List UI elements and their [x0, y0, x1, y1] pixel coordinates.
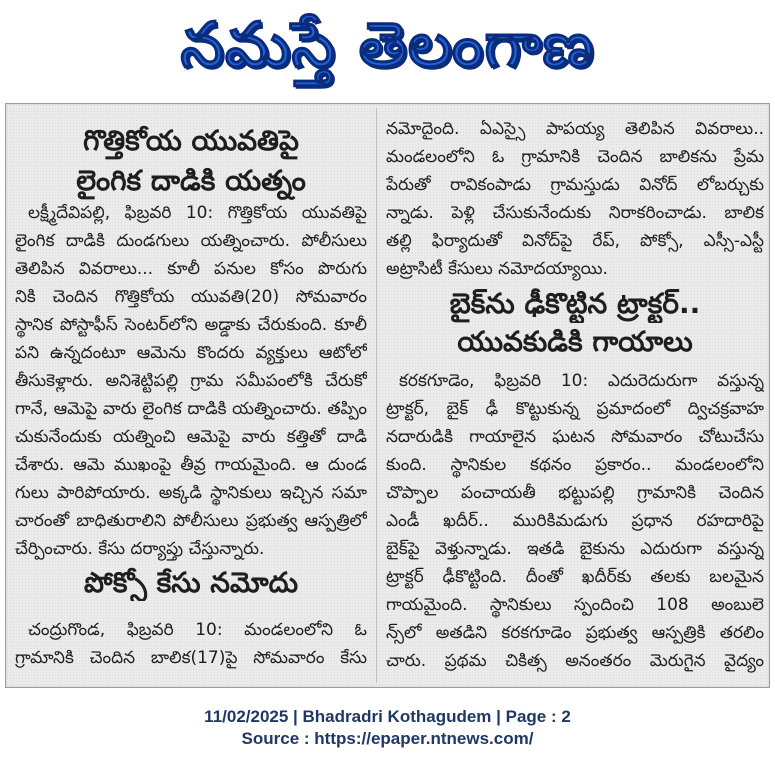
- left-column: [15, 104, 367, 687]
- assault-story-headline: [15, 121, 367, 201]
- body-line: గ్రామానికి చెందిన బాలిక(17)పై సోమవారం కేసు: [15, 648, 367, 668]
- body-line: చొప్పాల పంచాయతీ భట్టుపల్లి గ్రామానికి చెందిన: [386, 483, 764, 503]
- body-line: గానే, ఆమెపై వారు లైంగిక దాడికి యత్నించారు. తప్పిం: [15, 399, 367, 419]
- body-line: న్నాడు. పెళ్లి చేసుకునేందుకు నిరాకరించాడు. బాలిక: [386, 203, 764, 223]
- column-divider: [376, 108, 377, 683]
- body-line: నదారుడికి గాయాలైన ఘటన సోమవారం చోటుచేసు: [386, 427, 764, 447]
- accident-story-body: [386, 367, 764, 675]
- body-line: కరకగూడెం, ఫిబ్రవరి 10: ఎదురెదురుగా వస్తున్న: [399, 371, 764, 391]
- body-line: చేశారు. ఆమె ముఖంపై తీవ్ర గాయమైంది. ఆ దుండ: [15, 455, 367, 475]
- pocso-story-continued: [386, 115, 764, 283]
- body-line: తీసుకెళ్లారు. అనిశెట్టిపల్లి గ్రామ సమీపంలోకి చేరుకో: [15, 371, 367, 391]
- body-line: ట్రాక్టర్, బైక్ ఢీ కొట్టుకున్న ప్రమాదంలో ద్విచక్రవాహ: [386, 399, 764, 419]
- edition-info: 11/02/2025 | Bhadradri Kothagudem | Page : 2: [204, 707, 571, 726]
- headline-line: యువకుడికి గాయాలు: [457, 325, 693, 358]
- body-line: పేరుతో రావికంపాడు గ్రామస్తుడు వినోద్ లోబర్చుకు: [386, 175, 764, 195]
- masthead-logo: నమస్తే తెలంగాణ: [180, 8, 595, 81]
- accident-story-headline: [386, 285, 764, 361]
- body-line: గాయమైంది. స్థానికులు స్పందించి 108 అంబులె: [386, 595, 764, 615]
- body-line: చుకునేందుకు యత్నించి ఆమెపై వారు కత్తితో దాడి: [15, 427, 367, 447]
- body-line: చంద్రుగొండ, ఫిబ్రవరి 10: మండలంలోని ఓ: [28, 620, 367, 640]
- headline-line: లైంగిక దాడికి యత్నం: [76, 164, 306, 197]
- body-line: పని ఉన్నదంటూ ఆమెను కొందరు వ్యక్తులు ఆటోలో: [15, 343, 367, 363]
- body-line: నికి చెందిన గొత్తికోయ యువతి(20) సోమవారం: [15, 287, 367, 307]
- body-line: చారంతో బాధితురాలిని పోలీసులు ప్రభుత్వ ఆస్పత్రిలో: [15, 511, 367, 531]
- pocso-story-headline: [15, 565, 367, 601]
- body-line: నమోదైంది. ఏఎస్సై పాపయ్య తెలిపిన వివరాలు..: [386, 119, 764, 139]
- assault-story-body: [15, 199, 367, 563]
- body-line: తల్లి ఫిర్యాదుతో వినోద్‌పై రేప్, పోక్సో, ఎస్సీ-ఎస్టీ: [386, 231, 764, 251]
- pocso-story-body: [15, 616, 367, 672]
- body-line: లక్ష్మీదేవిపల్లి, ఫిబ్రవరి 10: గొత్తికోయ యువతిపై: [28, 203, 367, 223]
- body-line: లైంగిక దాడికి దుండగులు యత్నించారు. పోలీసులు: [15, 231, 367, 251]
- body-line: తెలిపిన వివరాలు... కూలీ పనుల కోసం పొరుగు: [15, 259, 367, 279]
- body-line: గులు పారిపోయారు. అక్కడి స్థానికులు ఇచ్చిన సమా: [15, 483, 367, 503]
- body-line: ఎండీ ఖదీర్.. మురికిమడుగు ప్రధాన రహదారిపై: [386, 511, 764, 531]
- footer: [0, 706, 775, 750]
- right-column: [386, 104, 764, 687]
- headline-line: గొత్తికోయ యువతిపై: [83, 124, 299, 157]
- body-line: న్స్‌లో అతడిని కరకగూడెం ప్రభుత్వ ఆస్పత్రికి తరలిం: [386, 623, 764, 643]
- body-line: చేర్పించారు. కేసు దర్యాప్తు చేస్తున్నారు.: [15, 539, 265, 559]
- body-line: అట్రాసిటీ కేసులు నమోదయ్యాయి.: [386, 259, 608, 279]
- headline-line: పోక్సో కేసు నమోదు: [83, 566, 299, 599]
- body-line: మండలంలోని ఓ గ్రామానికి చెందిన బాలికను ప్రేమ: [386, 147, 764, 167]
- body-line: బైక్‌పై వెళ్తున్నాడు. ఇతడి బైకును ఎదురుగా వస్తున్న: [386, 539, 764, 559]
- source-url: Source : https://epaper.ntnews.com/: [241, 729, 534, 748]
- body-line: స్థానిక పోస్టాఫీస్ సెంటర్‌లోని అడ్డాకు చేరుకుంది. కూలీ: [15, 315, 367, 335]
- body-line: ట్రాక్టర్ ఢీకొట్టింది. దీంతో ఖదీర్‌కు తలకు బలమైన: [386, 567, 764, 587]
- body-line: కుంది. స్థానికుల కథనం ప్రకారం.. మండలంలోని: [386, 455, 764, 475]
- news-clipping: [5, 103, 770, 688]
- headline-line: బైక్‌ను ఢీకొట్టిన ట్రాక్టర్..: [449, 287, 701, 320]
- body-line: చారు. ప్రథమ చికిత్స అనంతరం మెరుగైన వైద్యం: [386, 651, 764, 671]
